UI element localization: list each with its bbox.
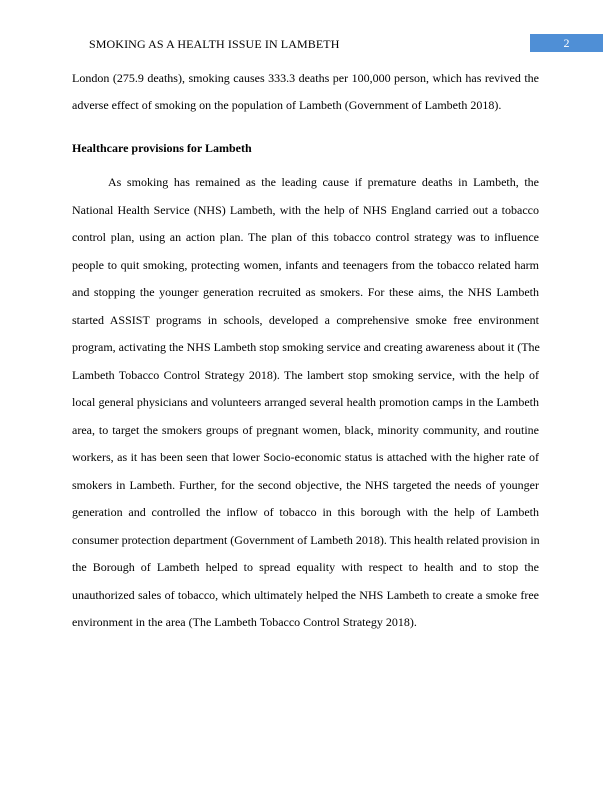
paragraph-line: smokers in Lambeth. Further, for the second objective, the NHS targeted the needs of younger — [72, 478, 539, 492]
paragraph-line: generation and controlled the inflow of tobacco in this borough with the help of Lambeth — [72, 505, 539, 519]
paragraph-line: started ASSIST programs in schools, developed a comprehensive smoke free environment — [72, 313, 539, 327]
paragraph-line: area, to target the smokers groups of pregnant women, black, minority community, and routine — [72, 423, 539, 437]
paragraph-line: London (275.9 deaths), smoking causes 333.3 deaths per 100,000 person, which has revived the — [72, 71, 539, 85]
paragraph-line: workers, as it has been seen that lower Socio-economic status is attached with the higher rate of — [72, 450, 539, 464]
paragraph-line: adverse effect of smoking on the population of Lambeth (Government of Lambeth 2018). — [72, 98, 502, 112]
paragraph-line: Lambeth Tobacco Control Strategy 2018). The lambert stop smoking service, with the help of — [72, 368, 539, 382]
paragraph-line: and stopping the younger generation recruited as smokers. For these aims, the NHS Lambeth — [72, 285, 539, 299]
paragraph-line: people to quit smoking, protecting women, infants and teenagers from the tobacco related harm — [72, 258, 539, 272]
paragraph-line: As smoking has remained as the leading cause if premature deaths in Lambeth, the — [108, 175, 539, 189]
section-heading: Healthcare provisions for Lambeth — [72, 141, 252, 155]
paragraph-line: unauthorized sales of tobacco, which ultimately helped the NHS Lambeth to create a smoke free — [72, 588, 539, 602]
running-head: SMOKING AS A HEALTH ISSUE IN LAMBETH — [89, 37, 340, 51]
page-number: 2 — [530, 34, 603, 52]
paragraph-line: control plan, using an action plan. The plan of this tobacco control strategy was to influence — [72, 230, 539, 244]
paragraph-line: environment in the area (The Lambeth Tobacco Control Strategy 2018). — [72, 615, 417, 629]
paragraph-line: local general physicians and volunteers arranged several health promotion camps in the Lambeth — [72, 395, 539, 409]
paragraph-line: the Borough of Lambeth helped to spread equality with respect to health and to stop the — [72, 560, 539, 574]
paragraph-line: program, activating the NHS Lambeth stop smoking service and creating awareness about it (The — [72, 340, 540, 354]
paragraph-line: consumer protection department (Government of Lambeth 2018). This health related provision in — [72, 533, 540, 547]
paragraph-line: National Health Service (NHS) Lambeth, with the help of NHS England carried out a tobacco — [72, 203, 539, 217]
